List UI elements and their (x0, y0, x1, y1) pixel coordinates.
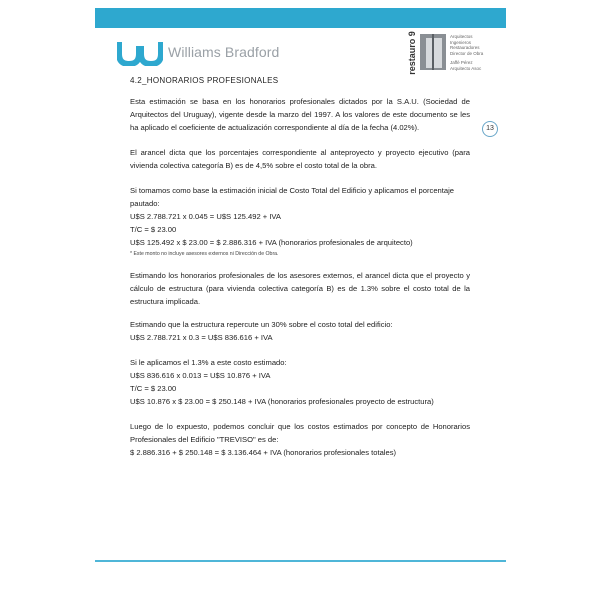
paragraph-arancel: El arancel dicta que los porcentajes correspondiente al anteproyecto y proyecto ejecutivo (para vivienda colectiva categoría B) es de 4,5% sobre el costo total de la obra. (130, 148, 470, 170)
calculation-line: U$S 125.492 x $ 23.00 = $ 2.886.316 + IVA (honorarios profesionales de arquitecto) (130, 238, 413, 247)
paragraph-asesores: Estimando los honorarios profesionales de los asesores externos, el arancel dicta que el proyecto y cálculo de estructura (para vivienda colectiva categoría B) es de 1.3% sobre el costo total de la estructura implicada. (130, 271, 470, 306)
restauro-logo-icon (420, 34, 446, 70)
firm-line: Ingenieros (450, 39, 472, 45)
footer-line (95, 560, 506, 562)
firm-sub-line: Jaffé Pérez (450, 60, 473, 65)
williams-bradford-logo-icon (117, 40, 163, 66)
calculation-line: U$S 2.788.721 x 0.045 = U$S 125.492 + IVA (130, 212, 281, 221)
calculation-line: U$S 836.616 x 0.013 = U$S 10.876 + IVA (130, 371, 271, 380)
paragraph-estructura: Estimando que la estructura repercute un 30% sobre el costo total del edificio: (130, 320, 393, 329)
firm-info (450, 34, 510, 71)
page-number: 13 (482, 121, 498, 137)
total-line: $ 2.886.316 + $ 250.148 = $ 3.136.464 + IVA (honorarios profesionales totales) (130, 448, 397, 457)
document-body (130, 74, 470, 459)
paragraph-base: Si tomamos como base la estimación inicial de Costo Total del Edificio y aplicamos el porcentaje pautado: (130, 186, 455, 208)
calculation-line: U$S 10.876 x $ 23.00 = $ 250.148 + IVA (honorarios profesionales proyecto de estructura) (130, 397, 434, 406)
exchange-rate: T/C = $ 23.00 (130, 384, 177, 393)
paragraph-intro: Esta estimación se basa en los honorarios profesionales dictados por la S.A.U. (Sociedad de Arquitectos del Uruguay), vigente desde la marzo del 1997. A los valores de este documento se les ha aplicado el coeficiente de actualización correspondiente al día de la fecha (4.02%). (130, 97, 470, 132)
paragraph-aplicamos: Si le aplicamos el 1.3% a este costo estimado: (130, 358, 287, 367)
restauro-label: restauro 9 (406, 31, 417, 75)
section-heading: 4.2_HONORARIOS PROFESIONALES (130, 76, 279, 85)
header-bar (95, 8, 506, 28)
brand-name: Williams Bradford (168, 44, 280, 60)
exchange-rate: T/C = $ 23.00 (130, 225, 177, 234)
firm-line: Arquitectos (450, 34, 473, 39)
firm-sub-line: Arquitecto Asoc (450, 65, 482, 71)
vertical-label (406, 31, 418, 75)
firm-line: Director de Obra (450, 50, 484, 56)
footnote: * Este monto no incluye asesores externos ni Dirección de Obra. (130, 251, 279, 257)
calculation-line: U$S 2.788.721 x 0.3 = U$S 836.616 + IVA (130, 333, 273, 342)
paragraph-conclusion: Luego de lo expuesto, podemos concluir que los costos estimados por concepto de Honorarios Profesionales del Edificio "TREVISO" es de: (130, 422, 470, 444)
firm-line: Restauradores (450, 45, 480, 50)
